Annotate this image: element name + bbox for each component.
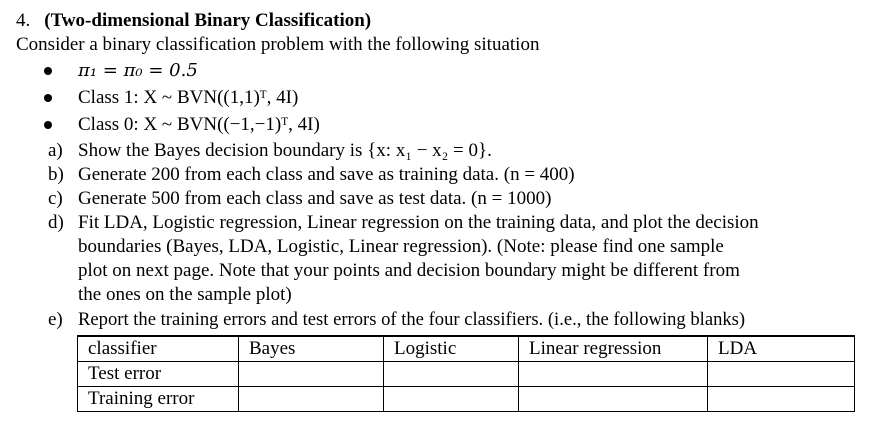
bullet-dot bbox=[44, 121, 52, 129]
header-logistic: Logistic bbox=[384, 336, 519, 362]
item-text-line-2: boundaries (Bayes, LDA, Logistic, Linear regression). (Note: please find one sample bbox=[78, 236, 724, 257]
question-number: 4. bbox=[16, 10, 31, 31]
header-lda: LDA bbox=[708, 336, 855, 362]
item-label: d) bbox=[48, 212, 64, 233]
header-bayes: Bayes bbox=[239, 336, 384, 362]
table-row bbox=[78, 387, 855, 412]
cell-train-linear-regression bbox=[519, 387, 708, 412]
header-classifier: classifier bbox=[78, 336, 239, 362]
bullet-text: π₁ = π₀ = 0.5 bbox=[78, 60, 198, 81]
question-heading bbox=[16, 9, 371, 33]
table-header-row bbox=[78, 336, 855, 362]
item-text-line-1: Fit LDA, Logistic regression, Linear regression on the training data, and plot the decision bbox=[78, 212, 759, 233]
item-text-line-3: plot on next page. Note that your points and decision boundary might be different from bbox=[78, 260, 740, 281]
item-label: c) bbox=[48, 188, 63, 209]
bullet-text: Class 0: X ~ BVN((−1,−1)ᵀ, 4I) bbox=[78, 114, 320, 135]
item-text: Generate 200 from each class and save as training data. (n = 400) bbox=[78, 164, 575, 185]
item-text: Generate 500 from each class and save as test data. (n = 1000) bbox=[78, 188, 552, 209]
row-label-training-error: Training error bbox=[78, 387, 239, 412]
header-linear-regression: Linear regression bbox=[519, 336, 708, 362]
cell-train-logistic bbox=[384, 387, 519, 412]
cell-train-bayes bbox=[239, 387, 384, 412]
question-intro: Consider a binary classification problem with the following situation bbox=[16, 34, 540, 55]
results-table bbox=[77, 335, 855, 412]
bullet-dot bbox=[44, 67, 52, 75]
cell-test-linear-regression bbox=[519, 362, 708, 387]
item-label: a) bbox=[48, 140, 63, 161]
cell-test-bayes bbox=[239, 362, 384, 387]
cell-test-lda bbox=[708, 362, 855, 387]
table-row bbox=[78, 362, 855, 387]
cell-test-logistic bbox=[384, 362, 519, 387]
item-label: e) bbox=[48, 309, 63, 330]
item-text: Show the Bayes decision boundary is {x: x₁ − x₂ = 0}. bbox=[78, 140, 492, 161]
row-label-test-error: Test error bbox=[78, 362, 239, 387]
question-title: (Two-dimensional Binary Classification) bbox=[44, 10, 372, 31]
item-text-line-4: the ones on the sample plot) bbox=[78, 284, 292, 305]
bullet-text: Class 1: X ~ BVN((1,1)ᵀ, 4I) bbox=[78, 87, 299, 108]
cell-train-lda bbox=[708, 387, 855, 412]
item-label: b) bbox=[48, 164, 64, 185]
bullet-dot bbox=[44, 94, 52, 102]
item-text: Report the training errors and test errors of the four classifiers. (i.e., the following blanks) bbox=[78, 309, 746, 330]
